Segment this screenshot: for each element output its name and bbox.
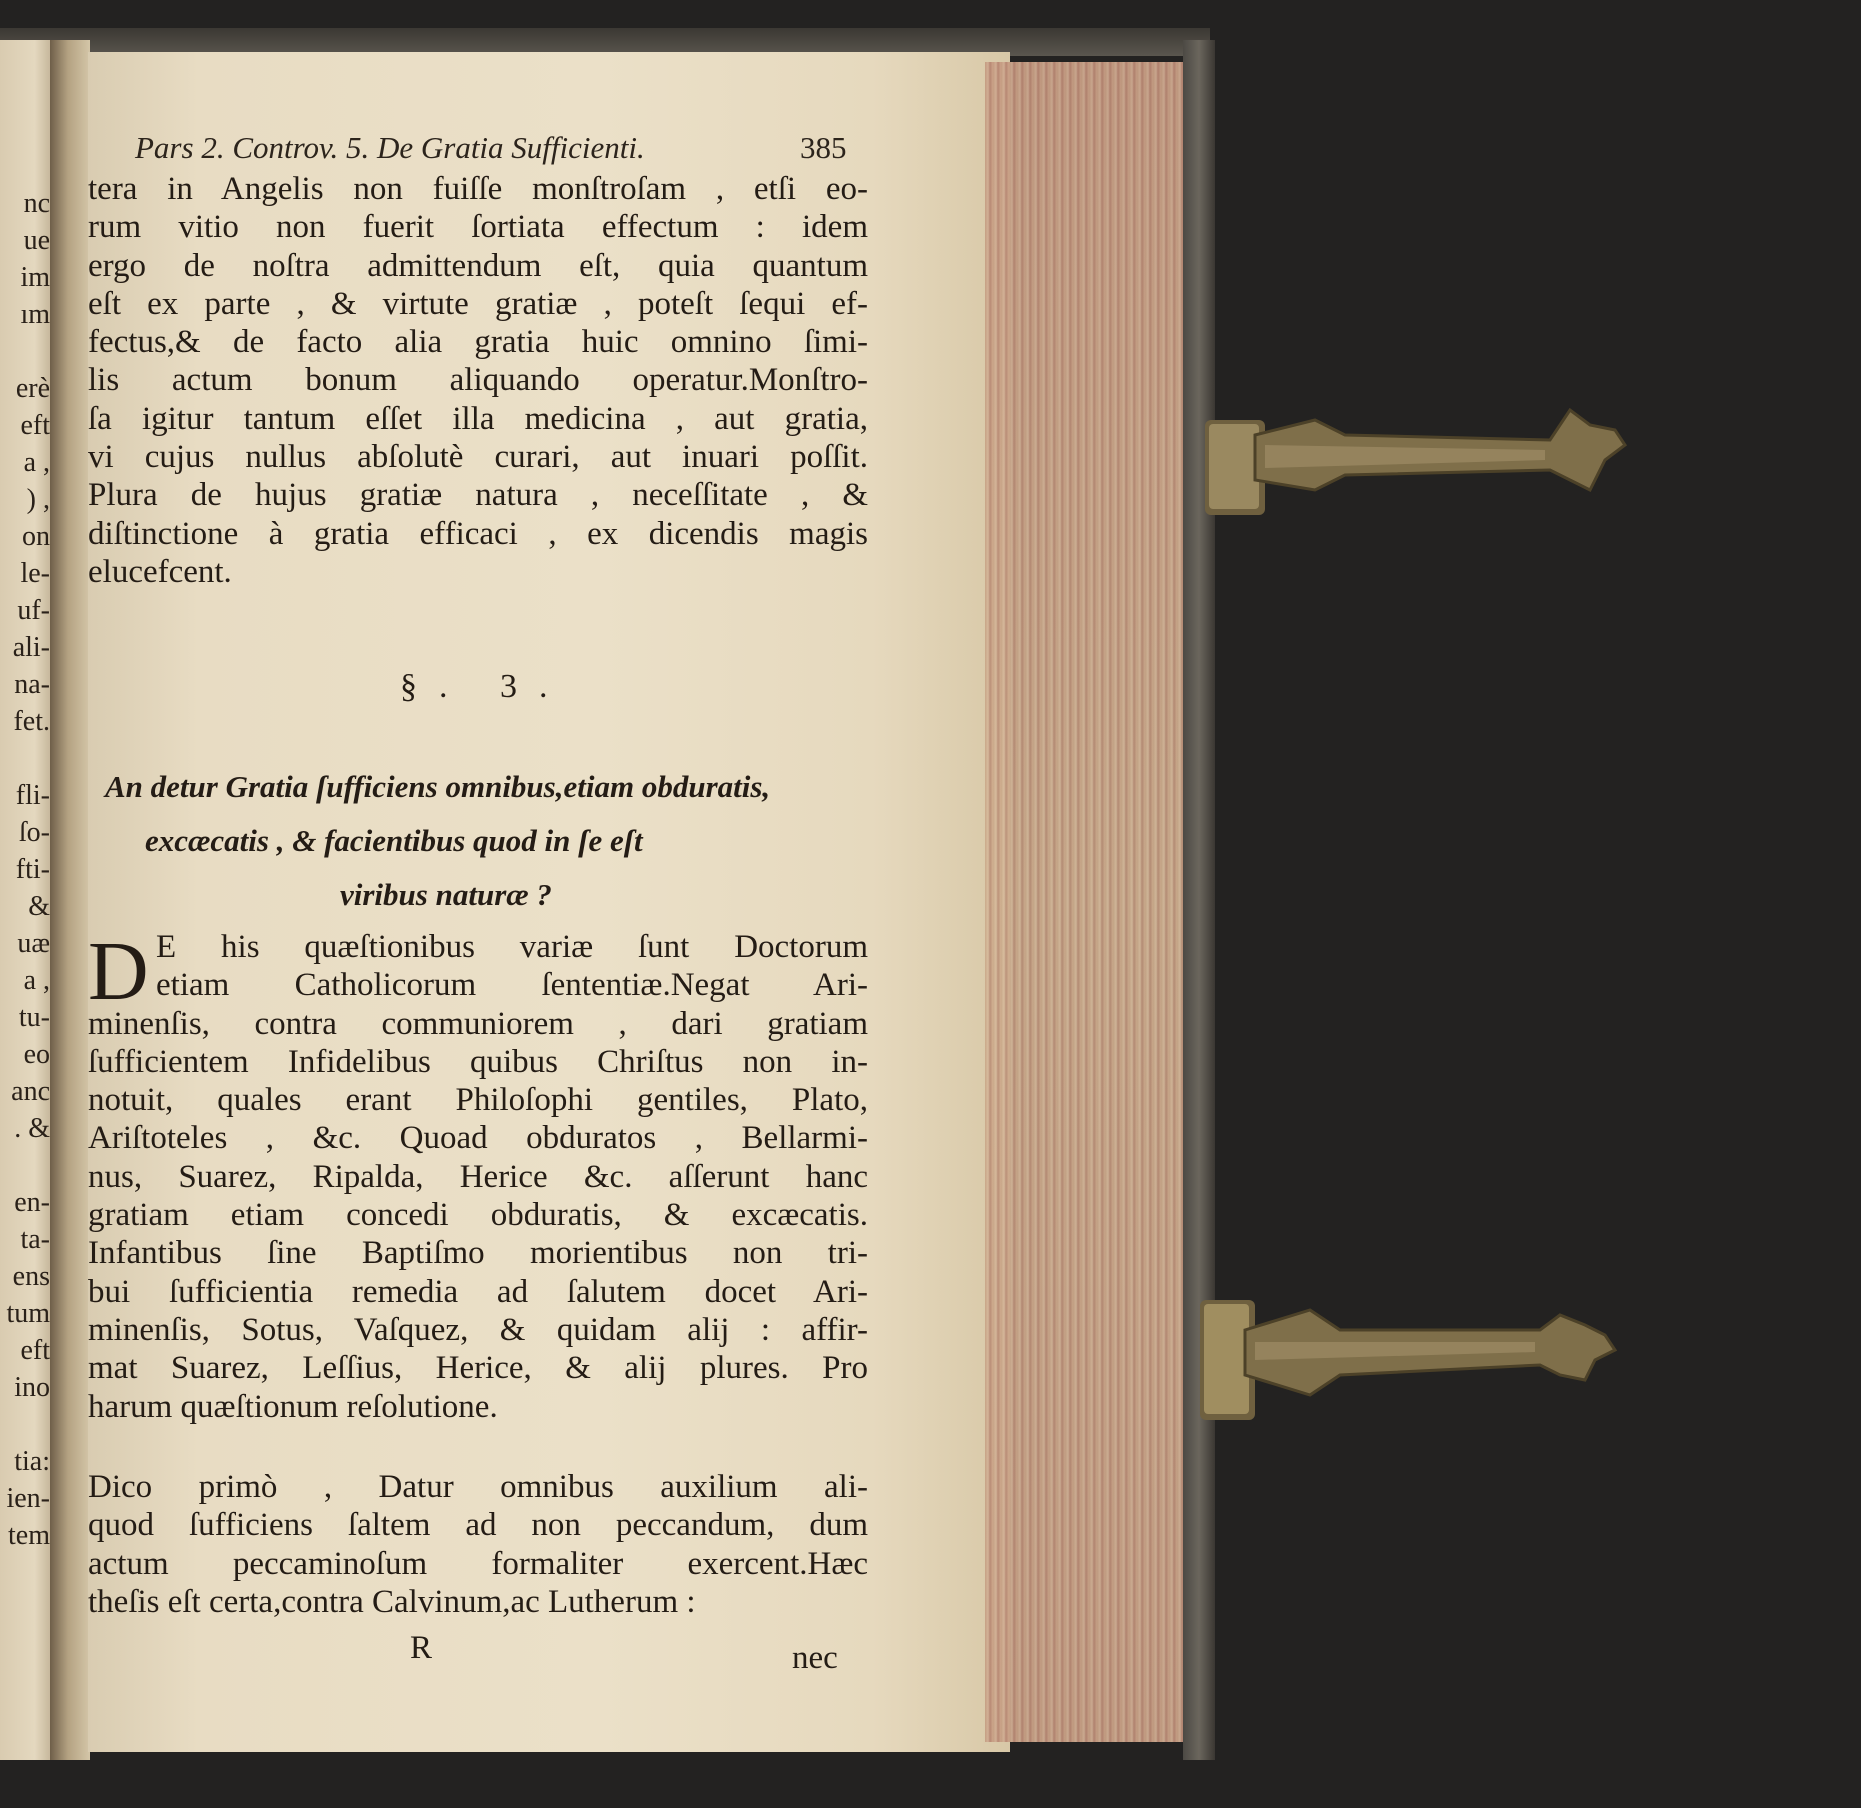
text-line: minenſis, contra communiorem , dari gratiam [88,1005,868,1042]
text-line: E his quæſtionibus variæ ſunt Doctorum [156,929,868,965]
text-line: ſa igitur tantum eſſet illa medicina , aut gratia, [88,400,868,437]
left-page-fragment: ) , [26,484,50,515]
left-page-fragment: erè [15,373,50,404]
text-line: diſtinctione à gratia efficaci , ex dicendis magis [88,515,868,552]
left-page-fragment: fti- [15,854,50,885]
text-line: etiam Catholicorum ſententiæ.Negat Ari- [156,967,868,1004]
left-page-fragment: a , [23,447,50,478]
text-line: Dico primò , Datur omnibus auxilium ali- [88,1469,868,1505]
page-number: 385 [800,130,847,165]
left-page-fragment: nc [23,188,50,219]
text-line: lis actum bonum aliquando operatur.Monſtro- [88,362,868,399]
left-page-fragment: le- [20,558,50,589]
text-line: harum quæſtionum reſolutione. [88,1388,498,1425]
paragraph-3 [88,1468,868,1621]
text-line: nus, Suarez, Ripalda, Herice &c. aſſerunt hanc [88,1158,868,1195]
left-page-fragment: & [28,891,50,922]
left-page-fragment: ino [14,1372,50,1403]
heading-line-1: An detur Gratia ſufficiens omnibus,etiam obduratis, [105,769,771,804]
left-page-fragment: anc [11,1076,50,1107]
left-page-fragment: eft [20,410,50,441]
left-page-fragment: tia: [14,1446,50,1477]
heading-line-3: viribus naturæ ? [340,877,552,912]
text-line: fectus,& de facto alia gratia huic omnino ſimi- [88,324,868,361]
text-line: ergo de noſtra admittendum eſt, quia quantum [88,247,868,284]
text-line: bui ſufficientia remedia ad ſalutem docet Ari- [88,1273,868,1310]
text-line: Infantibus ſine Baptiſmo morientibus non tri- [88,1235,868,1272]
left-page-fragment: uf- [17,595,50,626]
text-line: vi cujus nullus abſolutè curari, aut inuari poſſit. [88,439,868,476]
left-page-fragment: ue [23,225,50,256]
left-page-fragment: on [22,521,50,552]
left-page-fragment: . & [14,1113,50,1144]
left-page-fragment: fli- [15,780,50,811]
page-edges-shade [985,62,1185,1742]
catchword: nec [792,1640,838,1676]
text-line: minenſis, Sotus, Vaſquez, & quidam alij : affir- [88,1311,868,1348]
text-line: actum peccaminoſum formaliter exercent.Hæc [88,1545,868,1582]
left-page-fragment: uæ [17,928,50,959]
text-line: ſufficientem Infidelibus quibus Chriſtus non in- [88,1043,868,1080]
text-line: elucefcent. [88,553,232,590]
left-page-fragment: tum [6,1298,50,1329]
text-line: notuit, quales erant Philoſophi gentiles, Plato, [88,1082,868,1119]
left-page-fragment [0,1406,50,1443]
section-heading [105,760,865,922]
text-line: tera in Angelis non fuiſſe monſtroſam , etſi eo- [88,171,868,207]
brass-clasp-icon [1190,1290,1680,1430]
left-page-fragment [0,333,50,370]
drop-cap: D [88,925,149,1018]
text-line: rum vitio non fuerit ſortiata effectum : idem [88,209,868,246]
text-line: gratiam etiam concedi obduratis, & excæcatis. [88,1197,868,1234]
left-page-fragment: na- [14,669,50,700]
text-line: quod ſufficiens ſaltem ad non peccandum, dum [88,1507,868,1544]
left-page-fragment: ım [20,299,50,330]
heading-line-2: excæcatis , & facientibus quod in ſe eſt [145,823,643,858]
left-page-fragment: en- [14,1187,50,1218]
left-page-fragment: eo [23,1039,50,1070]
text-line: theſis eſt certa,contra Calvinum,ac Lutherum : [88,1583,696,1620]
book-cover-edge [1183,40,1215,1760]
left-page-fragment: tu- [18,1002,50,1033]
section-mark: §. 3. [400,668,570,705]
left-page-fragment [0,740,50,777]
left-page-fragment: tem [8,1520,50,1551]
text-line: eſt ex parte , & virtute gratiæ , poteſt ſequi ef- [88,285,868,322]
left-page-fragment: a , [23,965,50,996]
left-page-fragment: ien- [6,1483,50,1514]
left-page-fragment: ens [12,1261,50,1292]
left-page-fragment: fet. [13,706,50,737]
paragraph-2 [88,925,868,1426]
left-page-fragment: im [20,262,50,293]
paragraph-1 [88,170,868,591]
running-head: Pars 2. Controv. 5. De Gratia Sufficienti. [135,130,645,165]
left-page-fragment: ali- [12,632,50,663]
text-line: Ariſtoteles , &c. Quoad obduratos , Bellarmi- [88,1120,868,1157]
left-page-fragments [0,185,50,1554]
text-line: mat Suarez, Leſſius, Herice, & alij plures. Pro [88,1350,868,1387]
left-page-fragment: eft [20,1335,50,1366]
left-page-fragment [0,1147,50,1184]
left-page-fragment: ta- [20,1224,50,1255]
left-page-fragment: ſo- [18,817,50,848]
brass-clasp-icon [1195,380,1685,540]
book-gutter [50,40,90,1760]
text-line: Plura de hujus gratiæ natura , neceſſitate , & [88,477,868,514]
signature-mark: R [410,1630,433,1666]
